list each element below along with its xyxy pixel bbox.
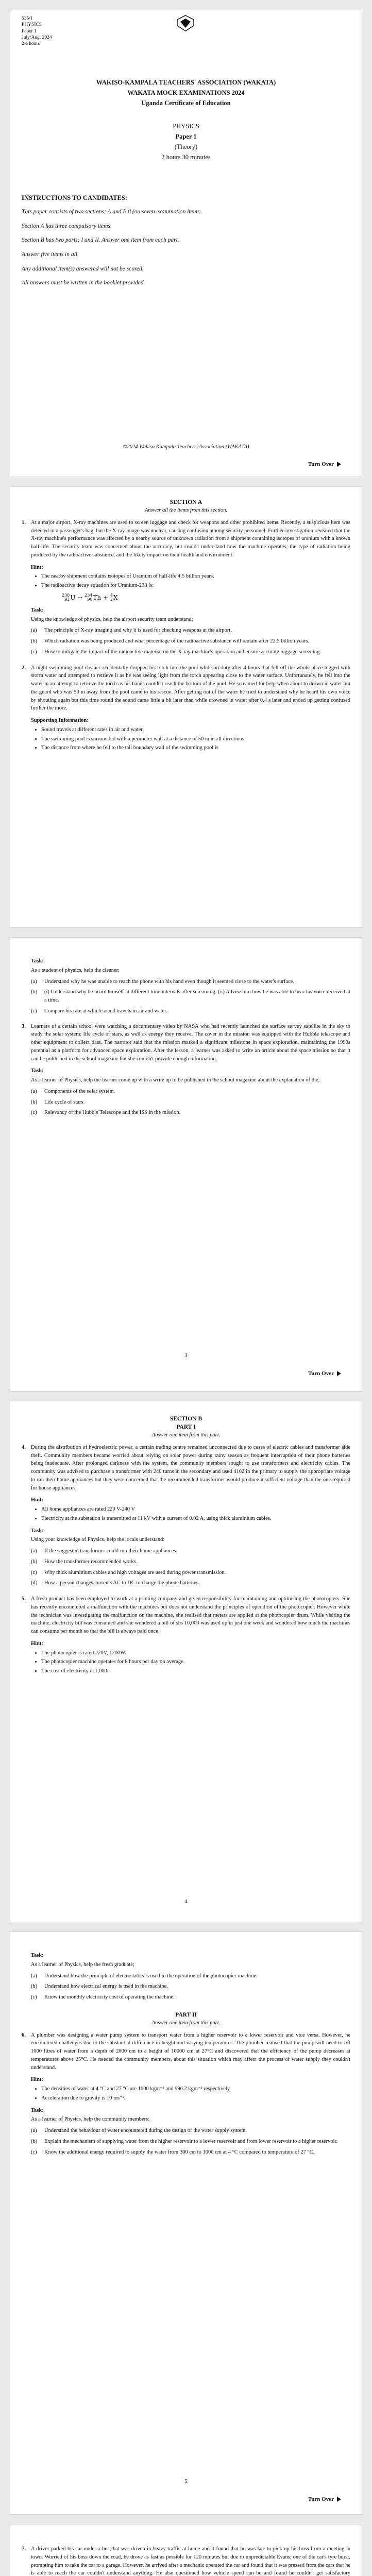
instructions-heading: INSTRUCTIONS TO CANDIDATES: bbox=[22, 194, 127, 201]
part-note: Answer one item from this part. bbox=[151, 1432, 221, 1438]
question-number: 4. bbox=[22, 1444, 26, 1450]
hint-list bbox=[31, 1649, 350, 1675]
question-number: 7. bbox=[22, 2546, 26, 2552]
sub-question-c: (c) Why thick aluminium cables and high voltages are used during power transmission. bbox=[31, 1569, 226, 1575]
sub-question-a: (a) Understand the behaviour of water encountered during the design of the water supply system. bbox=[31, 2128, 247, 2134]
sub-question-c: (c) How to mitigate the impact of the radioactive material on the X-ray machine's operation and ensure accurate luggage screening. bbox=[31, 649, 321, 655]
page-number: 5 bbox=[184, 2478, 188, 2484]
page-3 bbox=[10, 938, 362, 1391]
page-number: 4 bbox=[184, 1899, 188, 1905]
section-note: Answer all the items from this section. bbox=[144, 507, 228, 514]
question-number: 3. bbox=[22, 1023, 26, 1029]
association-name: WAKISO-KAMPALA TEACHERS' ASSOCIATION (WAKATA) bbox=[96, 79, 276, 86]
task-intro: Using your knowledge of Physics, help the locals understand: bbox=[31, 1537, 165, 1543]
task-label: Task: bbox=[31, 607, 44, 613]
paper-type: (Theory) bbox=[174, 143, 198, 150]
task-intro: As a learner of Physics, help the fresh graduate; bbox=[31, 1961, 134, 1968]
instruction-line: This paper consists of two sections; A and B 8 (ou seven examination items. bbox=[22, 209, 201, 215]
part-title: PART I bbox=[176, 1424, 196, 1431]
hint-item: • Acceleration due to gravity is 10 ms⁻². bbox=[41, 2094, 350, 2103]
subject-block bbox=[10, 121, 362, 162]
turn-over: Turn Over bbox=[308, 2496, 341, 2502]
info-list bbox=[31, 726, 350, 752]
paper-header bbox=[22, 15, 52, 47]
info-label: Supporting Information: bbox=[31, 718, 89, 724]
question-text: During the distribution of hydroelectric power, a certain trading centre remained unconnected due to cases of electric cables and transformer side theft. Community members became worried about relying on solar power during rainy season as frequent interruption of their phone batteries being inadequate. After prolonged darkness with the system, the community members sought to use transformers and electricity cables. The community was advised to purchase a transformer with 240 turns in the secondary and used 4102 in the primary to supply the appropriate voltage to run their home appliances but they were concerned that the recommended transformer would produce insufficient voltage than the one required for house appliances. bbox=[31, 1444, 350, 1491]
task-intro: As a learner of Physics, help the learner come up with a write up to be published in the school magazine about the explanation of the; bbox=[31, 1077, 320, 1083]
sub-question-c: (c) Know the monthly electricity cost of operating the machine. bbox=[31, 1994, 175, 2000]
question-number: 1. bbox=[22, 519, 26, 526]
sub-question-a: (a) If the suggested transformer could run their home appliances. bbox=[31, 1548, 178, 1554]
question-3 bbox=[22, 1023, 350, 1120]
sub-question-b: (b) Explain the mechanism of supplying water from the higher reservoir to a lower reservoir and from lower reservoir to a higher reservoir. bbox=[31, 2138, 338, 2144]
sub-question-b: (b) (i) Understand why he heard himself at different time intervals after screaming. (ii) Advise him how he was able to hear his voice received at a time. bbox=[31, 989, 350, 1003]
arrow-right-icon bbox=[337, 462, 341, 467]
info-item: • Sound travels at different rates in air and water. bbox=[41, 726, 350, 734]
question-text: Learners of a certain school were watching a documentary video by NASA who had recently launched the surface survey satellite in the sky to study the solar system; life cycle of stars, as well as energy they receive. The cover in the mission was equipped with the Hubble telescope and other equipment to collect data. The narrator said that the mission marked a significant milestone in space exploration, maintaining the 1990s potential as a platform for advanced space exploration. After the lesson, a learner was asked to write an article about the space mission so that it can be published in the school magazine but she couldn't provide enough information. bbox=[31, 1023, 350, 1062]
question-1 bbox=[22, 519, 350, 659]
cover-page bbox=[10, 10, 362, 477]
sub-question-a: (a) Components of the solar system. bbox=[31, 1088, 115, 1094]
paper-label: Paper 1 bbox=[175, 133, 197, 140]
instruction-line: Section A has three compulsory items. bbox=[22, 223, 112, 229]
sub-question-b: (b) Life cycle of stars. bbox=[31, 1099, 85, 1105]
sub-question-a: (a) The principle of X-ray imaging and why it is used for checking weapons at the airport. bbox=[31, 628, 232, 634]
task-label: Task: bbox=[31, 1528, 44, 1534]
question-number: 2. bbox=[22, 665, 26, 671]
task-intro: Using the knowledge of physics, help the airport security team understand; bbox=[31, 616, 193, 622]
wakata-logo-icon bbox=[175, 14, 196, 32]
hint-label: Hint: bbox=[31, 1497, 43, 1503]
hint-list bbox=[31, 2085, 350, 2103]
decay-equation: 238 92 U → 234 90 Th + 4 2 X bbox=[62, 593, 118, 602]
certificate-name: Uganda Certificate of Education bbox=[141, 99, 231, 107]
arrow-right-icon bbox=[337, 2497, 341, 2502]
section-title: SECTION A bbox=[170, 499, 202, 505]
instruction-line: Answer five items in all. bbox=[22, 251, 79, 258]
section-b-part-2-continued bbox=[22, 2545, 350, 2576]
exam-title-block bbox=[10, 77, 362, 108]
hint-label: Hint: bbox=[31, 564, 43, 570]
task-intro: As a student of physics, help the cleaner; bbox=[31, 967, 120, 973]
task-label: Task: bbox=[31, 958, 44, 964]
paper-subject: PHYSICS bbox=[22, 22, 42, 28]
question-5-task bbox=[22, 1947, 350, 2159]
task-label: Task: bbox=[31, 1068, 44, 1074]
page-2 bbox=[10, 487, 362, 927]
question-text: A driver parked his car under a bus that was driven in heavy traffic at home and it found that he was late to pick up his boss from a meeting in town. Worried of his boss down the road, he drove as fast as possible for 120 minutes but due to unpredictable Evans, one of the car's tyre burst, prompting him to take the car to a garage. However, he arrived after a mechanic operated the car and found that it was pressed from the cars that he is able to reach the car couldn't understand anything. He also questioned how vehicle speed can be and found he couldn't get satisfactory bbox=[31, 2546, 350, 2576]
section-title: SECTION B bbox=[170, 1416, 202, 1422]
sub-question-b: (b) How the transformer recommended works. bbox=[31, 1558, 138, 1565]
arrow-right-icon bbox=[337, 1371, 341, 1376]
sub-question-c: (c) Know the additional energy required to supply the water from 300 cm to 1000 cm at 4 °C compared to temperature of 27 °C. bbox=[31, 2149, 315, 2155]
sub-question-a: (a) Understand how the principle of electrostatics is used in the operation of the photocopier machine. bbox=[31, 1973, 258, 1979]
hint-list bbox=[31, 1505, 350, 1523]
question-text: A fresh product has been employed to work at a printing company and given responsibility for maintaining and optimising the photocopiers. She has recently encountered a malfunction with the machines but does not understand the principles of operation of the photocopier. However while the technician was investigating the malfunction on the machine, she realised that meters are applied at the photocopier drum. While visiting the machine, electricity bill was consumed and she wondered a bill of shs 10,000 was used up in just one week and wondered how much the machines can consume per month so that the bill is always paid once. bbox=[31, 1596, 350, 1635]
hint-item: • The densities of water at 4 °C and 27 °C are 1000 kgm⁻³ and 996.2 kgm⁻³ respectively. bbox=[41, 2085, 350, 2093]
question-number: 5. bbox=[22, 1596, 26, 1602]
question-4 bbox=[22, 1444, 350, 1590]
question-6 bbox=[22, 2031, 350, 2159]
question-text: At a major airport, X-ray machines are used to screen luggage and check for weapons and other prohibited items. Recently, a suspicious item was detected in a passenger's bag, but the X-ray image was unclear, causing confusion among security personnel. Further investigation revealed that the X-ray machine's performance was affected by a nearby source of unknown radiation from a shipment containing isotopes of uranium with a known half-life. The security team was concerned about the accuracy, but could't understand how the machine operates, the type of radiation being produced by the radioactive substance, and the likely impact on their health and environment. bbox=[31, 519, 350, 558]
instructions-block bbox=[22, 193, 350, 293]
hint-item: • The nearby shipment contains isotopes of Uranium of half-life 4.5 billion years. bbox=[41, 572, 350, 581]
hint-item: • The photocopier is rated 220V, 1200W. bbox=[41, 1649, 350, 1657]
hint-label: Hint: bbox=[31, 2077, 43, 2083]
instruction-line: Section B has two parts; I and II. Answer one item from each part. bbox=[22, 237, 179, 244]
hint-item: • Electricity at the substation is transmitted at 11 kV with a current of 0.02 A, using thick aluminium cables. bbox=[41, 1515, 350, 1523]
task-label: Task: bbox=[31, 2107, 44, 2113]
question-2-task bbox=[22, 953, 350, 1120]
instruction-line: Any additional item(s) answered will not be scored. bbox=[22, 265, 144, 272]
exam-name: WAKATA MOCK EXAMINATIONS 2024 bbox=[127, 89, 245, 96]
sub-question-b: (b) Which radiation was being produced and what percentage of the radioactive substance will remain after 22.5 billion years. bbox=[31, 638, 310, 645]
paper-number: Paper 1 bbox=[22, 28, 37, 34]
copyright-notice: ©2024 Wakiso Kampala Teachers' Association (WAKATA) bbox=[123, 444, 249, 450]
question-text: A plumber was designing a water pump system to transport water from a higher reservoir to a lower reservoir and vice versa. However, he encountered challenges due to the substantial difference in height and varying temperatures. The plumber realised that the pump will need to lift 1000 litres of water from a depth of 2000 cm to a height of 10000 cm at 27°C and discovered that the efficiency of the pump decreases at temperatures above 25°C. He needed the community members, about this situation which may affect the process of water supply they couldn't understand. bbox=[31, 2032, 350, 2071]
sub-question-b: (b) Understand how electrical energy is used in the machine. bbox=[31, 1984, 168, 1990]
question-number: 6. bbox=[22, 2032, 26, 2038]
turn-over: Turn Over bbox=[308, 1370, 341, 1377]
task-label: Task: bbox=[31, 1953, 44, 1958]
hint-item: • The photocopier machine operates for 8 hours per day on average. bbox=[41, 1658, 350, 1666]
section-a bbox=[22, 498, 350, 755]
info-item: • The distance from where he fell to the tall boundary wall of the swimming pool is bbox=[41, 744, 350, 752]
sub-question-c: (c) Relevancy of the Hubble Telescope and the ISS in the mission. bbox=[31, 1110, 181, 1116]
hint-label: Hint: bbox=[31, 1640, 43, 1647]
sub-question-a: (a) Understand why he was unable to reach the phone with his hand even though it seemed close to the water's surface. bbox=[31, 978, 295, 985]
question-2 bbox=[22, 664, 350, 756]
paper-date: July/Aug. 2024 bbox=[22, 35, 52, 41]
sub-question-c: (c) Compare his rate at which sound travels in air and water. bbox=[31, 1008, 167, 1014]
info-item: • The swimming pool is surrounded with a perimeter wall at a distance of 50 m in all directions. bbox=[41, 735, 350, 743]
instruction-line: All answers must be written in the booklet provided. bbox=[22, 280, 145, 286]
question-7 bbox=[22, 2545, 350, 2576]
sub-question-d: (d) How a person changes currents AC to DC to charge the phone batteries. bbox=[31, 1580, 200, 1586]
task-intro: As a learner of Physics, help the community members: bbox=[31, 2116, 150, 2123]
paper-duration: 2½ hours bbox=[22, 41, 40, 47]
time-allowed: 2 hours 30 minutes bbox=[161, 154, 211, 161]
page-5 bbox=[10, 1932, 362, 2514]
part-note: Answer one item from this part. bbox=[151, 2020, 221, 2026]
part-title: PART II bbox=[175, 2011, 197, 2018]
hint-item: • The cost of electricity is 1,000/= bbox=[41, 1667, 350, 1675]
hint-list bbox=[31, 572, 350, 590]
page-6 bbox=[10, 2524, 362, 2576]
hint-item: • All home appliances are rated 220 V-240 V bbox=[41, 1505, 350, 1514]
turn-over: Turn Over bbox=[308, 461, 341, 467]
subject-name: PHYSICS bbox=[173, 123, 199, 130]
paper-code: 535/1 bbox=[22, 16, 33, 21]
page-number: 3 bbox=[184, 1352, 188, 1359]
hint-item: • The radioactive decay equation for Uranium-238 is: bbox=[41, 582, 350, 590]
section-b-part-1 bbox=[22, 1415, 350, 1679]
question-text: A night swimming pool cleaner accidentally dropped his torch into the pool while on duty after 4 hours that fell off the whole place lugged with storm water and attempted to retrieve it as he was seeing light from the torch appearing close to the water surface. Unfortunately, he fell into the water in an attempt to retrieve the torch as his hands couldn't reach the bottom of the pool. He screamed for help when about to drown in water but the guard who was 50 m away from the pool came to his rescue. After getting out of the water he tried to understand why he heard his own voice by shouting again but this time round the sound came little a bit later than while drowned in water after 0.4 s later and ended up getting confused further the more. bbox=[31, 665, 350, 711]
question-5 bbox=[22, 1595, 350, 1679]
page-4 bbox=[10, 1401, 362, 1922]
